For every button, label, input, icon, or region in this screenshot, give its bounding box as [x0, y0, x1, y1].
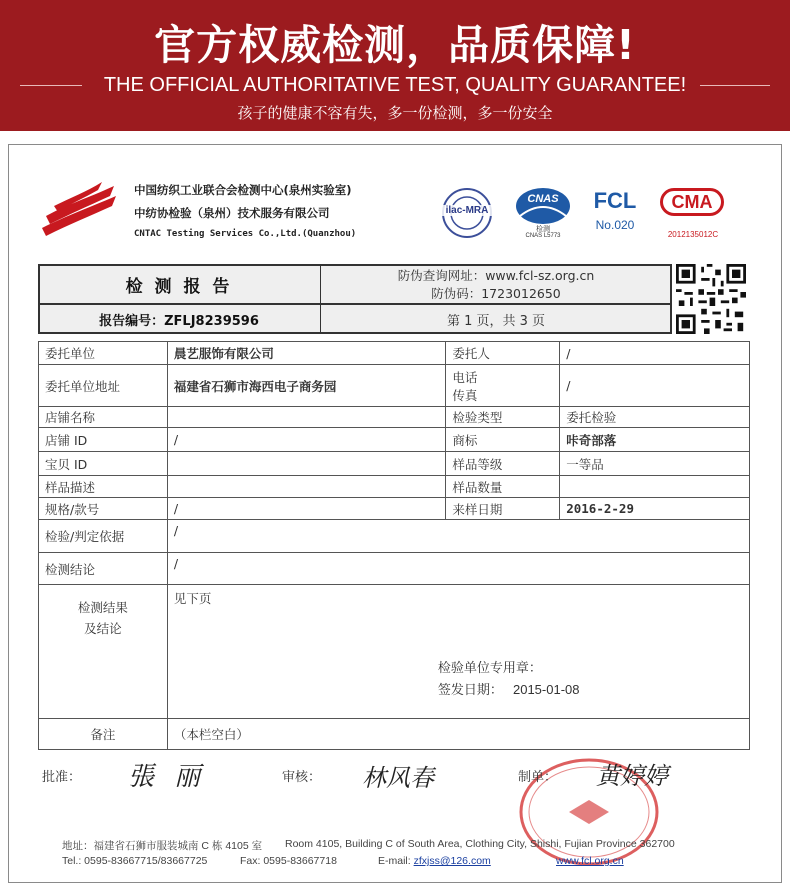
make-signature: 黄婷婷	[596, 762, 668, 790]
cnas-label: CNAS	[527, 193, 559, 205]
cntac-logo-icon	[40, 176, 122, 244]
table-row	[39, 498, 750, 520]
qty-label: 样品数量	[446, 476, 560, 498]
test-type-label: 检验类型	[446, 407, 560, 428]
report-number: 报告编号：ZFLJ8239596	[99, 313, 259, 329]
issue-date-row	[438, 679, 580, 698]
shop-value	[167, 407, 446, 428]
footer-email-label: E-mail:	[378, 855, 411, 867]
review-label: 审核：	[282, 770, 322, 785]
report-title: 检 测 报 告	[125, 276, 233, 297]
brand-label: 商标	[446, 428, 560, 452]
footer-email-row	[378, 855, 491, 867]
basis-value: /	[167, 520, 749, 553]
note-label: 备注	[39, 719, 168, 750]
phone-value: /	[560, 365, 750, 407]
report-header-divider-v	[320, 264, 321, 334]
date-value: 2016-2-29	[560, 498, 750, 520]
promo-banner	[0, 0, 790, 131]
fcl-icon	[590, 188, 640, 240]
approve-label: 批准：	[42, 770, 82, 785]
cma-label: CMA	[660, 188, 724, 216]
review-signature: 林风春	[362, 764, 434, 792]
cnas-icon	[514, 186, 572, 242]
table-row	[39, 476, 750, 498]
fcl-number: No.020	[595, 218, 635, 232]
banner-english: THE OFFICIAL AUTHORITATIVE TEST, QUALITY GUARANTEE!	[103, 74, 687, 96]
org-company-cn: 中纺协检验（泉州）技术服务有限公司	[134, 206, 330, 220]
make-label: 制单：	[518, 770, 558, 785]
result-value: 见下页	[173, 591, 212, 606]
footer-email-link[interactable]: zfxjss@126.com	[413, 855, 491, 867]
note-value: （本栏空白）	[167, 719, 749, 750]
shop-id-value: /	[167, 428, 446, 452]
table-row	[39, 585, 750, 719]
result-label	[39, 585, 168, 719]
result-cell	[167, 585, 749, 719]
fax-label: 传真	[452, 387, 478, 403]
phone-fax-label	[446, 365, 560, 407]
phone-label: 电话	[452, 369, 478, 385]
item-id-value	[167, 452, 446, 476]
footer-fax: Fax: 0595-83667718	[240, 855, 337, 867]
issue-date: 2015-01-08	[512, 682, 580, 697]
result-label-line1: 检测结果	[77, 600, 128, 615]
conclusion-label: 检测结论	[39, 553, 168, 585]
item-id-label: 宝贝 ID	[39, 452, 168, 476]
table-row	[39, 428, 750, 452]
conclusion-value: /	[167, 553, 749, 585]
desc-label: 样品描述	[39, 476, 168, 498]
issue-label: 签发日期：	[437, 683, 503, 698]
date-label: 来样日期	[446, 498, 560, 520]
table-row	[39, 719, 750, 750]
test-type-value: 委托检验	[560, 407, 750, 428]
footer-web-link[interactable]: www.fcl.org.cn	[556, 855, 624, 867]
banner-title: 官方权威检测，品质保障!	[154, 21, 636, 69]
ilac-label: ilac-MRA	[436, 205, 498, 216]
spec-value: /	[167, 498, 446, 520]
table-row	[39, 520, 750, 553]
table-row	[39, 342, 750, 365]
report-page: 第 1 页，共 3 页	[446, 313, 546, 329]
qty-value	[560, 476, 750, 498]
anti-fake-site: 防伪查询网址：www.fcl-sz.org.cn	[397, 268, 595, 283]
footer-address-en: Room 4105, Building C of South Area, Clothing City, Shishi, Fujian Province 362700	[285, 838, 675, 850]
consignor-value: /	[560, 342, 750, 365]
anti-fake-code: 防伪码：1723012650	[431, 286, 561, 301]
report-table	[38, 341, 750, 750]
footer-address: 地址：福建省石狮市服装城南 C 栋 4105 室	[62, 840, 263, 852]
desc-value	[167, 476, 446, 498]
client-value: 晨艺服饰有限公司	[167, 342, 446, 365]
table-row	[39, 407, 750, 428]
approve-signature: 張 丽	[128, 762, 207, 792]
table-row	[39, 365, 750, 407]
brand-value: 咔奇部落	[560, 428, 750, 452]
cma-icon	[656, 186, 730, 242]
org-name-cn: 中国纺织工业联合会检测中心(泉州实验室)	[134, 183, 352, 197]
result-label-line2: 及结论	[84, 621, 122, 636]
basis-label: 检验/判定依据	[39, 520, 168, 553]
table-row	[39, 452, 750, 476]
table-row	[39, 553, 750, 585]
footer-tel: Tel.: 0595-83667715/83667725	[62, 855, 208, 867]
grade-value: 一等品	[560, 452, 750, 476]
ilac-mra-icon	[436, 186, 498, 240]
cnas-sub: 检测	[536, 225, 550, 233]
consignor-label: 委托人	[446, 342, 560, 365]
cma-code: 2012135012C	[667, 230, 719, 239]
fcl-label: FCL	[593, 188, 637, 213]
qr-code-icon	[676, 264, 746, 334]
client-label: 委托单位	[39, 342, 168, 365]
org-name-en: CNTAC Testing Services Co.,Ltd.(Quanzhou)	[134, 229, 357, 239]
grade-label: 样品等级	[446, 452, 560, 476]
seal-label: 检验单位专用章：	[437, 661, 542, 676]
banner-tagline: 孩子的健康不容有失，多一份检测，多一份安全	[237, 104, 553, 122]
shop-label: 店铺名称	[39, 407, 168, 428]
cnas-code: CNAS L5773	[525, 233, 561, 239]
address-value: 福建省石狮市海西电子商务园	[167, 365, 446, 407]
address-label: 委托单位地址	[39, 365, 168, 407]
shop-id-label: 店铺 ID	[39, 428, 168, 452]
spec-label: 规格/款号	[39, 498, 168, 520]
